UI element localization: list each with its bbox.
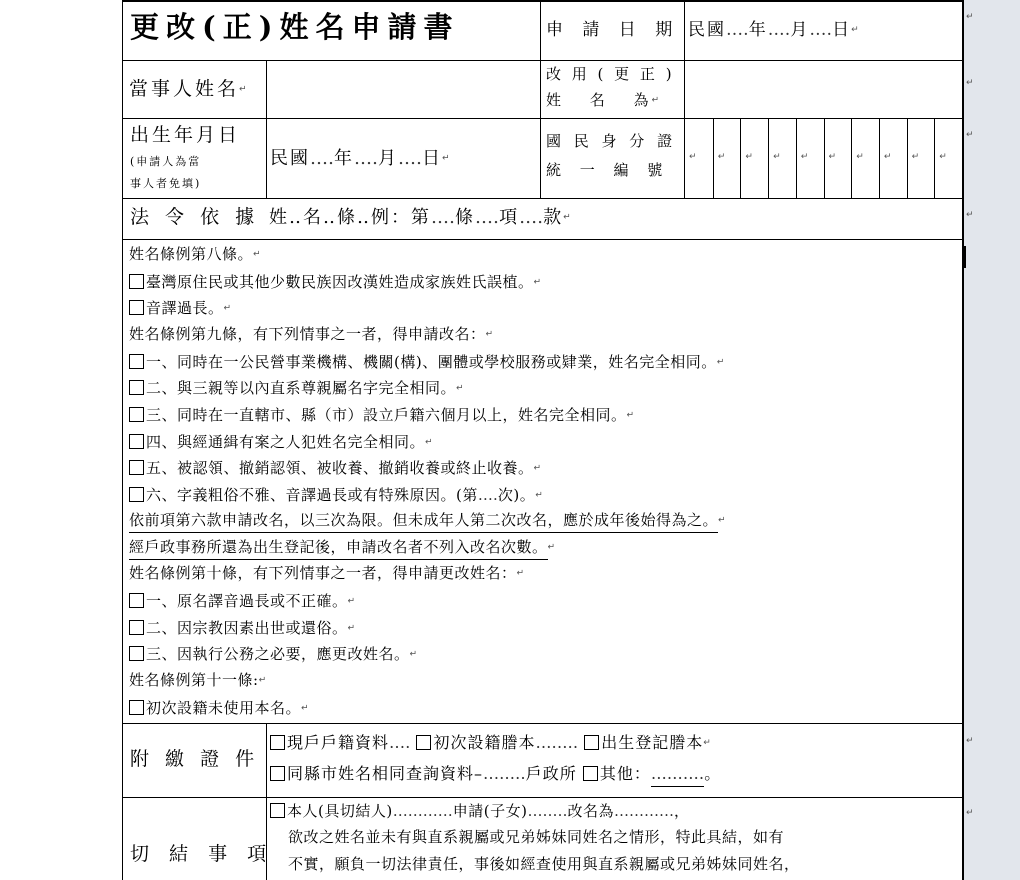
attachments-label: 附 繳 證 件 xyxy=(130,748,260,770)
birth-note: (申請人為當 xyxy=(130,155,202,168)
row-divider xyxy=(122,60,962,61)
legal-basis-label: 法 令 依 據 xyxy=(130,206,260,228)
article-10-item[interactable]: 二、因宗教因素出世或還俗。↵ xyxy=(129,620,356,636)
article-10-item[interactable]: 三、因執行公務之必要，應更改姓名。↵ xyxy=(129,646,418,662)
attachment-other[interactable]: 其他：‥‥‥‥‥。 xyxy=(583,764,721,783)
paragraph-mark: ↵ xyxy=(966,78,974,88)
checkbox[interactable] xyxy=(129,407,144,422)
id-label: 國 民 身 分 證 xyxy=(546,132,677,150)
paragraph-mark: ↵ xyxy=(966,736,974,746)
id-digit-cell[interactable] xyxy=(907,119,935,198)
checkbox[interactable] xyxy=(270,803,285,818)
checkbox[interactable] xyxy=(129,487,144,502)
checkbox[interactable] xyxy=(129,620,144,635)
paragraph-mark: ↵ xyxy=(717,152,726,162)
affidavit-line-1[interactable]: 本人(具切結人)‥‥‥‥‥‥申請(子女)‥‥‥‥改名為‥‥‥‥‥‥， xyxy=(270,803,690,819)
form-title: 更改(正)姓名申請書 xyxy=(130,10,460,44)
checkbox[interactable] xyxy=(584,735,599,750)
article-9-item[interactable]: 五、被認領、撤銷認領、被收養、撤銷收養或終止收養。↵ xyxy=(129,460,542,476)
paragraph-mark: ↵ xyxy=(966,210,974,220)
id-digit-cell[interactable] xyxy=(713,119,741,198)
paragraph-mark: ↵ xyxy=(773,152,781,162)
paragraph-mark: ↵ xyxy=(745,152,753,162)
attachment-option[interactable]: 同縣市姓名相同查詢資料–‥‥‥‥戶政所 xyxy=(270,764,577,783)
row-divider xyxy=(122,797,962,798)
article-9-note-2: 經戶政事務所還為出生登記後，申請改名者不列入改名次數。↵ xyxy=(129,540,556,555)
paragraph-mark: ↵ xyxy=(966,12,974,22)
affidavit-line-2: 欲改之姓名並未有與直系親屬或兄弟姊妹同姓名之情形，特此具結，如有 xyxy=(288,828,785,846)
attachment-option[interactable]: 出生登記謄本↵ xyxy=(584,733,712,752)
paragraph-mark: ↵ xyxy=(966,808,974,818)
party-name-label: 當事人姓名↵ xyxy=(129,78,250,100)
article-9-item[interactable]: 三、同時在一直轄市、縣（市）設立戶籍六個月以上，姓名完全相同。↵ xyxy=(129,407,635,423)
checkbox[interactable] xyxy=(270,735,285,750)
apply-date-field[interactable]: 民國‥‥年‥‥月‥‥日↵ xyxy=(688,20,861,40)
table-top-border xyxy=(122,0,962,2)
page-right-edge xyxy=(962,0,964,880)
id-digit-cell[interactable] xyxy=(740,119,768,198)
row-divider xyxy=(122,198,962,199)
paragraph-mark: ↵ xyxy=(883,152,892,162)
article-9-note: 依前項第六款申請改名，以三次為限。但未成年人第二次改名，應於成年後始得為之。↵ xyxy=(129,513,726,528)
new-name-input[interactable] xyxy=(686,62,960,116)
checkbox[interactable] xyxy=(270,766,285,781)
id-digit-cell[interactable] xyxy=(796,119,824,198)
new-name-label-2: 姓 名 為↵ xyxy=(546,91,663,109)
attachment-option[interactable]: 初次設籍謄本‥‥‥‥ xyxy=(416,733,578,752)
birth-label: 出生年月日 xyxy=(130,124,241,146)
article-9-item[interactable]: 四、與經通緝有案之人犯姓名完全相同。↵ xyxy=(129,434,433,450)
article-9-title: 姓名條例第九條，有下列情事之一者，得申請改名：↵ xyxy=(129,325,494,343)
attachments-line-2 xyxy=(270,766,721,782)
checkbox[interactable] xyxy=(129,434,144,449)
affidavit-line-3: 不實，願負一切法律責任，事後如經查使用與直系親屬或兄弟姊妹同姓名， xyxy=(288,855,800,873)
article-11-title: 姓名條例第十一條:↵ xyxy=(129,671,267,689)
row-divider xyxy=(122,723,962,724)
checkbox[interactable] xyxy=(129,700,144,715)
checkbox[interactable] xyxy=(129,593,144,608)
article-8-item[interactable]: 音譯過長。↵ xyxy=(129,300,232,316)
row-divider xyxy=(122,239,962,240)
legal-basis-field[interactable]: 姓‥名‥條‥例：第‥‥條‥‥項‥‥款↵ xyxy=(269,207,573,228)
birth-date-field[interactable]: 民國‥‥年‥‥月‥‥日↵ xyxy=(270,148,452,169)
attachment-option[interactable]: 現戶戶籍資料‥‥ xyxy=(270,733,410,752)
checkbox[interactable] xyxy=(129,300,144,315)
apply-date-label: 申 請 日 期 xyxy=(546,20,680,40)
attachments-line-1 xyxy=(270,735,712,751)
id-digit-cell[interactable] xyxy=(879,119,907,198)
paragraph-mark: ↵ xyxy=(856,152,864,162)
id-digit-cell[interactable] xyxy=(685,119,713,198)
checkbox[interactable] xyxy=(129,380,144,395)
article-10-item[interactable]: 一、原名譯音過長或不正確。↵ xyxy=(129,593,356,609)
id-digit-cell[interactable] xyxy=(934,119,962,198)
paragraph-mark: ↵ xyxy=(911,152,920,162)
checkbox[interactable] xyxy=(129,274,144,289)
checkbox[interactable] xyxy=(129,354,144,369)
checkbox[interactable] xyxy=(129,460,144,475)
paragraph-mark: ↵ xyxy=(966,130,974,140)
paragraph-mark: ↵ xyxy=(800,152,809,162)
checkbox[interactable] xyxy=(129,646,144,661)
col-divider xyxy=(266,60,267,198)
party-name-input[interactable] xyxy=(268,62,538,116)
cursor-mark xyxy=(963,246,966,268)
paragraph-mark: ↵ xyxy=(939,152,947,162)
id-digit-cell[interactable] xyxy=(768,119,796,198)
id-digit-cell[interactable] xyxy=(824,119,852,198)
article-8-title: 姓名條例第八條。↵ xyxy=(129,245,262,263)
checkbox[interactable] xyxy=(583,766,598,781)
article-9-item[interactable]: 六、字義粗俗不雅、音譯過長或有特殊原因。(第‥‥次)。↵ xyxy=(129,487,543,503)
article-9-item[interactable]: 二、與三親等以內直系尊親屬名字完全相同。↵ xyxy=(129,380,464,396)
checkbox[interactable] xyxy=(416,735,431,750)
article-11-item[interactable]: 初次設籍未使用本名。↵ xyxy=(129,700,309,716)
id-digit-cell[interactable] xyxy=(851,119,879,198)
article-10-title: 姓名條例第十條，有下列情事之一者，得申請更改姓名：↵ xyxy=(129,564,525,582)
paragraph-mark: ↵ xyxy=(828,152,837,162)
affidavit-label: 切 結 事 項 xyxy=(130,843,274,865)
new-name-label: 改 用 ( 更 正 ) xyxy=(546,65,675,83)
paragraph-mark: ↵ xyxy=(689,152,697,162)
page-left-edge xyxy=(122,0,123,880)
article-8-item[interactable]: 臺灣原住民或其他少數民族因改漢姓造成家族姓氏誤植。↵ xyxy=(129,274,542,290)
col-divider xyxy=(540,0,541,198)
article-9-item[interactable]: 一、同時在一公民營事業機構、機關(構)、團體或學校服務或肄業，姓名完全相同。↵ xyxy=(129,354,725,370)
birth-note-2: 事人者免填) xyxy=(130,177,202,190)
id-label-2: 統 一 編 號 xyxy=(546,161,670,179)
